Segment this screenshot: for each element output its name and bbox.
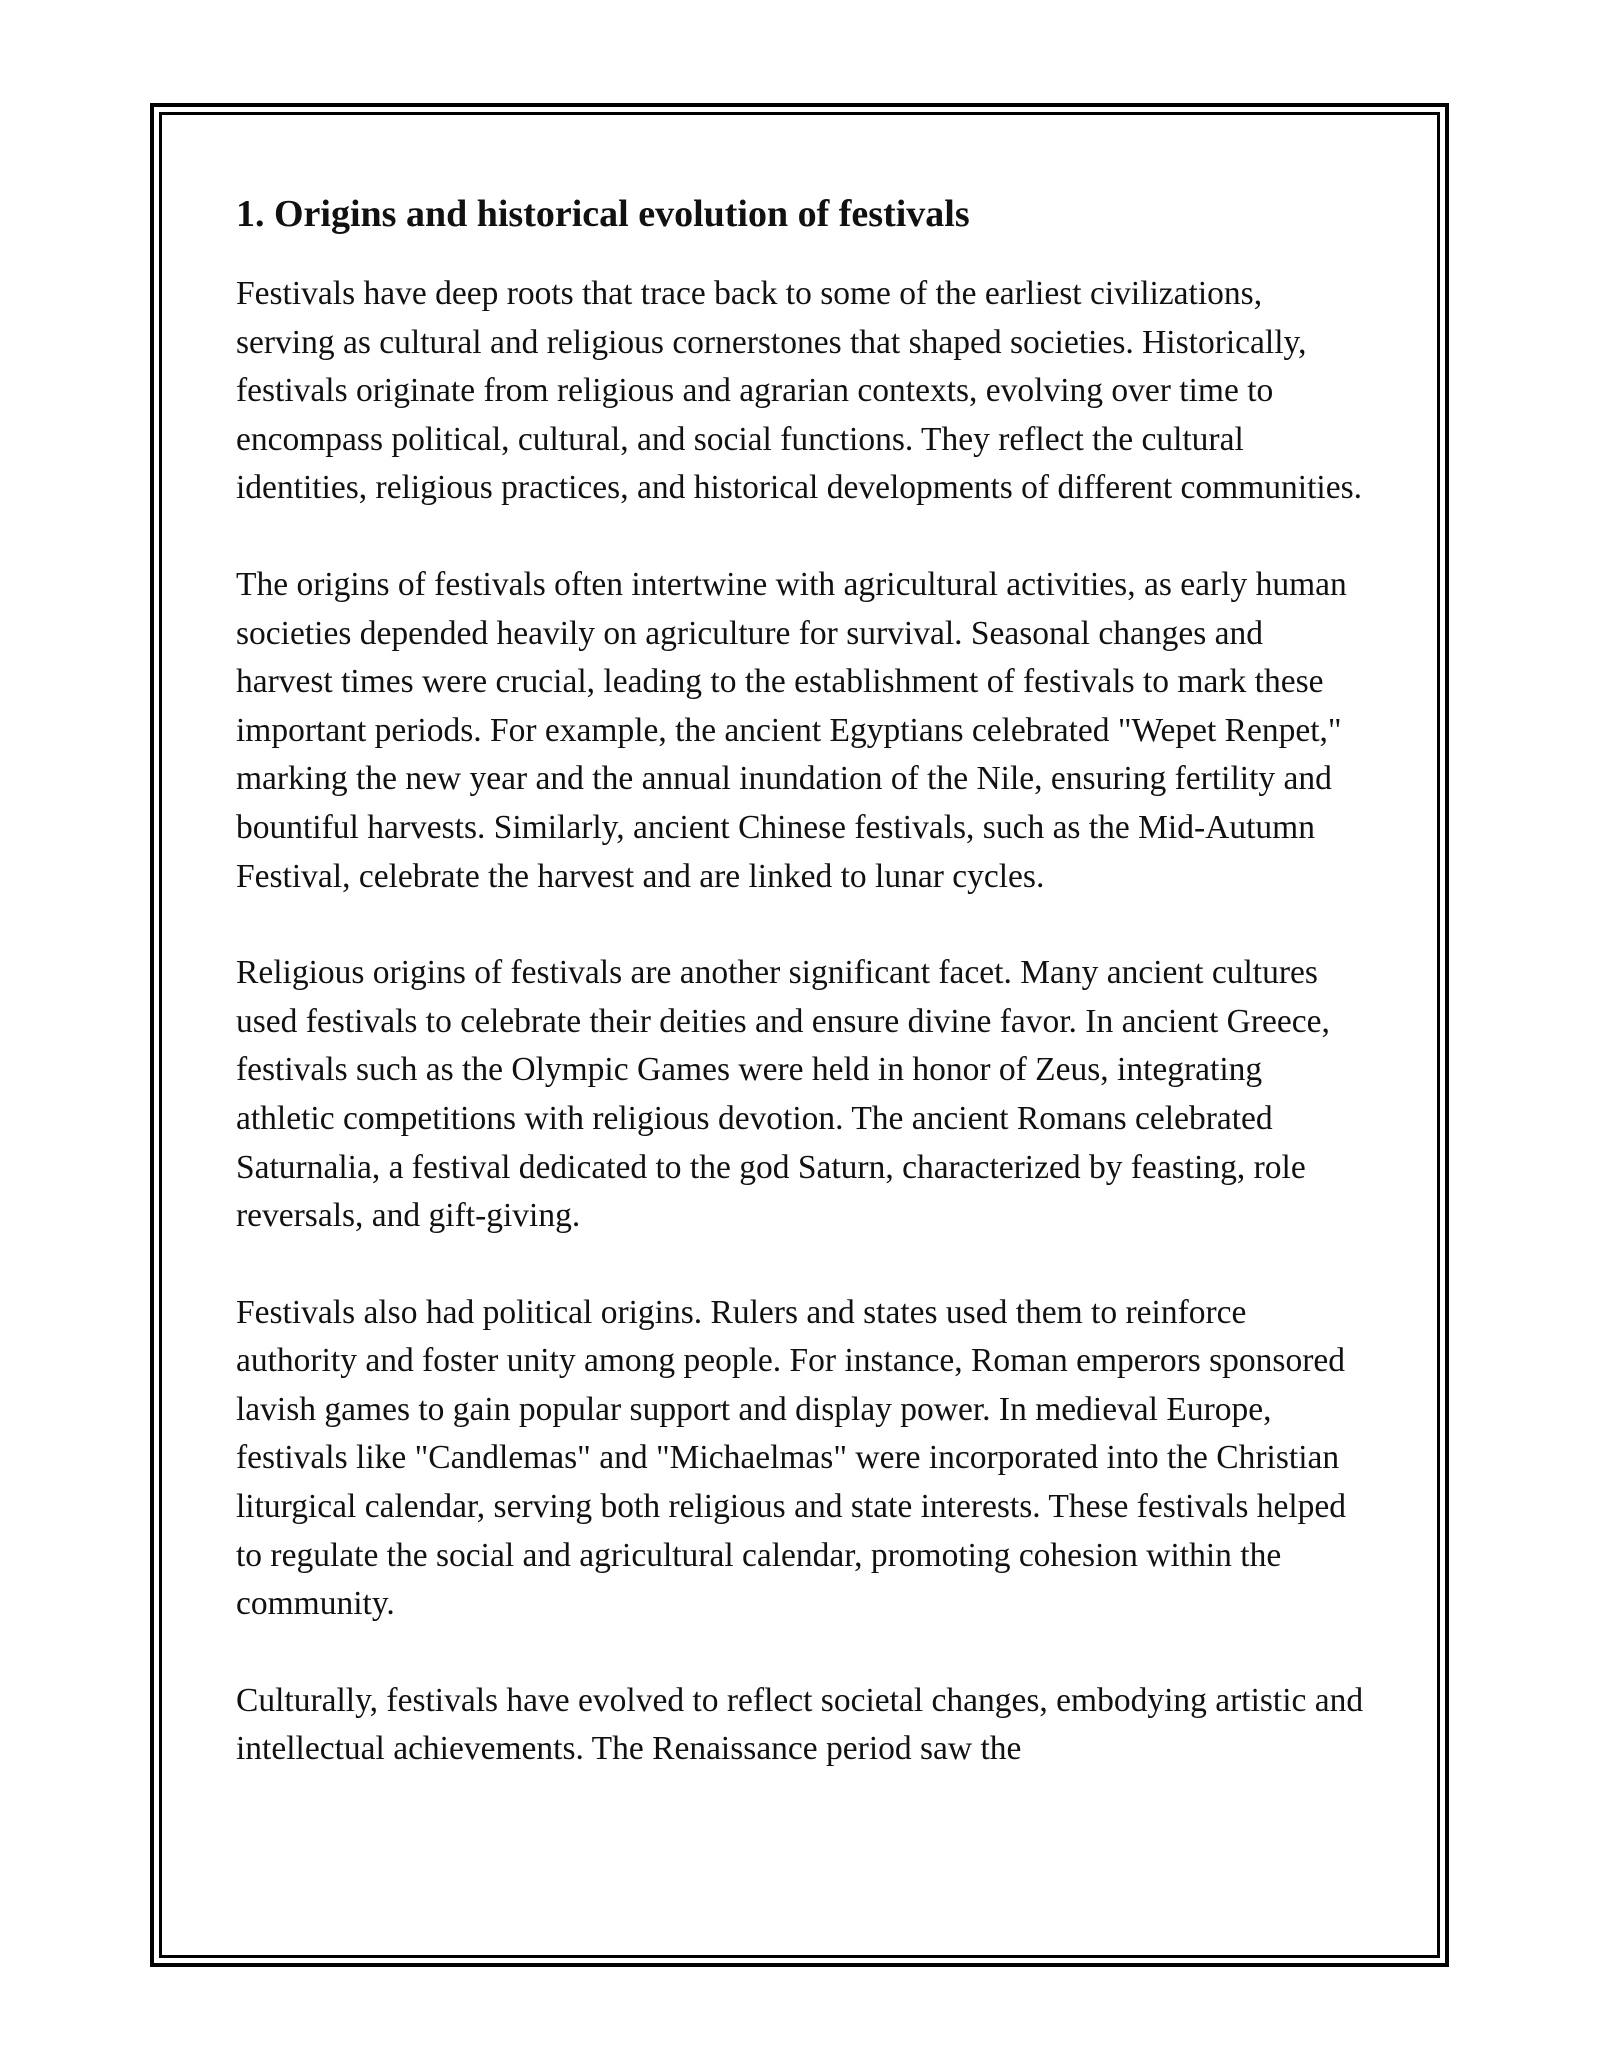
document-body [236,186,1366,1774]
paragraph-3: Religious origins of festivals are another significant facet. Many ancient cultures used festivals to celebrate their deities and ensure divine favor. In ancient Greece, festivals such as the Olympic Games were held in honor of Zeus, integrating athletic competitions with religious devotion. The ancient Romans celebrated Saturnalia, a festival dedicated to the god Saturn, characterized by feasting, role reversals, and gift-giving. [236,954,1330,1235]
paragraph-1: Festivals have deep roots that trace back to some of the earliest civilizations, serving as cultural and religious cornerstones that shaped societies. Historically, festivals originate from religious and agrarian contexts, evolving over time to encompass political, cultural, and social functions. They reflect the cultural identities, religious practices, and historical developments of different communities. [236,275,1362,507]
paragraph-2: The origins of festivals often intertwine with agricultural activities, as early human societies depended heavily on agriculture for survival. Seasonal changes and harvest times were crucial, leading to the establishment of festivals to mark these important periods. For example, the ancient Egyptians celebrated "Wepet Renpet," marking the new year and the annual inundation of the Nile, ensuring fertility and bountiful harvests. Similarly, ancient Chinese festivals, such as the Mid-Autumn Festival, celebrate the harvest and are linked to lunar cycles. [236,565,1347,895]
section-title: 1. Origins and historical evolution of festivals [236,193,970,235]
paragraph-4: Festivals also had political origins. Rulers and states used them to reinforce authority and foster unity among people. For instance, Roman emperors sponsored lavish games to gain popular support and display power. In medieval Europe, festivals like "Candlemas" and "Michaelmas" were incorporated into the Christian liturgical calendar, serving both religious and state interests. These festivals helped to regulate the social and agricultural calendar, promoting cohesion within the community. [236,1293,1347,1623]
paragraph-5: Culturally, festivals have evolved to reflect societal changes, embodying artistic and intellectual achievements. The Renaissance period saw the [236,1681,1364,1768]
